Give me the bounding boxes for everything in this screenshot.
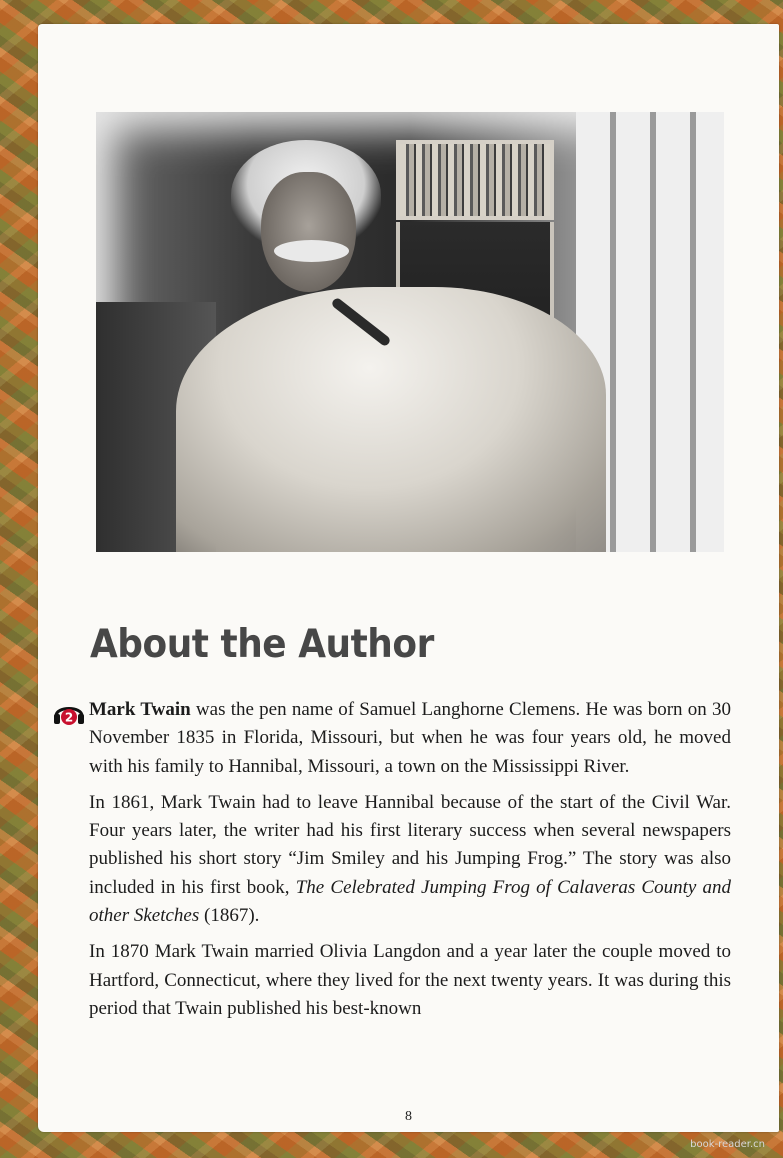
photo-suit	[176, 287, 606, 552]
watermark: book-reader.cn	[690, 1139, 765, 1150]
author-photo	[96, 112, 724, 552]
paragraph-1: Mark Twain was the pen name of Samuel Langhorne Clemens. He was born on 30 November 1835 in Florida, Missouri, but when he was four years old, he moved with his family to Hannibal, Missouri, a town on the Mississippi River.	[89, 699, 732, 777]
author-name: Mark Twain	[89, 699, 191, 720]
author-bio	[89, 696, 731, 1031]
photo-mustache	[274, 240, 349, 262]
audio-track-number: 2	[64, 710, 74, 725]
book-page	[38, 24, 779, 1132]
section-heading: About the Author	[90, 622, 434, 667]
book-title: The Celebrated Jumping Frog of Calaveras County and other Sketches	[89, 876, 732, 927]
paragraph-2: In 1861, Mark Twain had to leave Hannibal because of the start of the Civil War. Four years later, the writer had his first literary success when several newspapers published his short story “Jim Smiley and his Jumping Frog.” The story was also included in his first book, The Celebrated Jumping Frog of Calaveras County and other Sketches (1867).	[89, 791, 732, 927]
photo-face	[261, 172, 356, 292]
photo-bookshelf	[396, 140, 554, 220]
headphones-icon[interactable]	[53, 700, 85, 726]
page-number: 8	[405, 1109, 412, 1124]
paragraph-3: In 1870 Mark Twain married Olivia Langdon and a year later the couple moved to Hartford, Connecticut, where they lived for the next twenty years. It was during this period that Twain published his best-known	[89, 941, 731, 1019]
